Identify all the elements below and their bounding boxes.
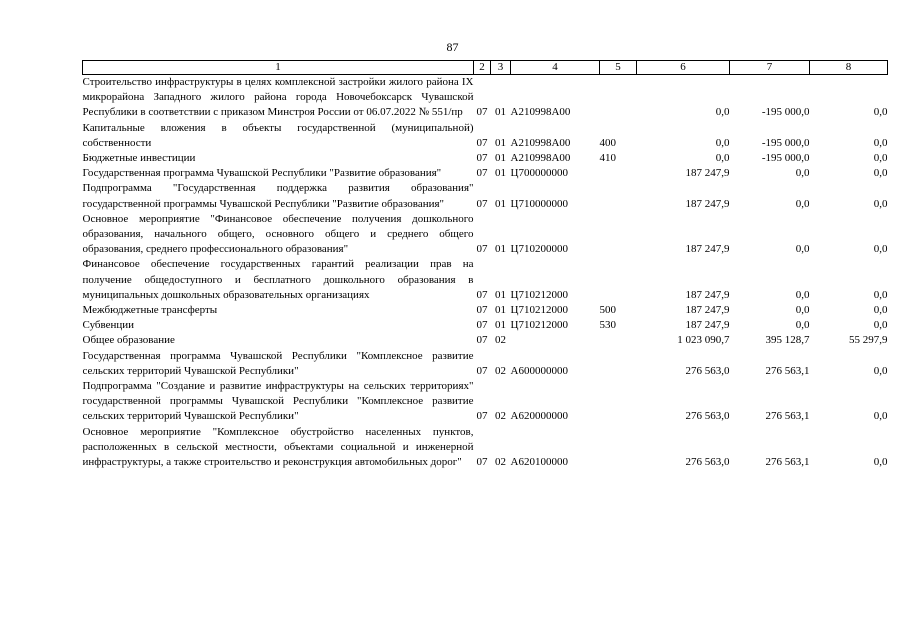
row-section: 07 [476, 364, 488, 377]
header-col-4: 4 [511, 61, 600, 75]
row-name: Общее образование [82, 334, 175, 347]
table-row [83, 166, 888, 181]
row-name: Основное мероприятие "Финансовое обеспечение получения дошкольного образования, начального общего, основного общего и среднего общего образования, среднего профессионального образования" [82, 212, 474, 256]
table-row [83, 379, 888, 425]
row-amount-col8: 0,0 [873, 197, 888, 210]
table-row [83, 303, 888, 318]
row-amount-col6: 0,0 [715, 152, 730, 165]
row-name: Подпрограмма "Создание и развитие инфраструктуры на сельских территориях" государственной программы Чувашской Республики "Комплексное развитие сельских территорий Чувашской Республики" [82, 380, 474, 423]
row-subsection: 01 [495, 304, 506, 317]
header-col-6: 6 [637, 61, 730, 75]
row-amount-col7: 276 563,1 [765, 364, 810, 377]
table-row [83, 151, 888, 166]
table-row [83, 333, 888, 348]
row-target-code: A210998A00 [510, 136, 571, 149]
row-amount-col8: 0,0 [873, 167, 888, 180]
row-amount-col6: 187 247,9 [685, 288, 730, 301]
row-subsection: 01 [495, 243, 506, 256]
row-expense-type: 400 [599, 136, 616, 149]
row-amount-col6: 276 563,0 [685, 364, 730, 377]
row-section: 07 [476, 243, 488, 256]
row-subsection: 02 [495, 456, 506, 469]
row-amount-col6: 187 247,9 [685, 197, 730, 210]
row-expense-type: 530 [599, 319, 616, 332]
table-row [83, 349, 888, 379]
header-col-5: 5 [600, 61, 637, 75]
table-row [83, 181, 888, 211]
row-subsection: 01 [495, 152, 506, 165]
row-target-code: A600000000 [510, 364, 568, 377]
row-amount-col7: -195 000,0 [761, 106, 810, 119]
row-section: 07 [476, 334, 488, 347]
row-subsection: 01 [495, 167, 506, 180]
row-amount-col8: 0,0 [873, 106, 888, 119]
row-name: Межбюджетные трансферты [82, 304, 218, 317]
row-amount-col6: 187 247,9 [685, 319, 730, 332]
row-name: Подпрограмма "Государственная поддержка развития образования" государственной программы Чувашской Республики "Развитие образования" [82, 182, 474, 210]
row-target-code: Ц710000000 [510, 197, 568, 210]
row-section: 07 [476, 319, 488, 332]
row-section: 07 [476, 410, 488, 423]
row-amount-col6: 0,0 [715, 106, 730, 119]
row-amount-col8: 0,0 [873, 364, 888, 377]
row-amount-col6: 187 247,9 [685, 167, 730, 180]
row-target-code: Ц700000000 [510, 167, 568, 180]
row-target-code: Ц710200000 [510, 243, 568, 256]
row-subsection: 01 [495, 106, 506, 119]
row-expense-type [600, 212, 637, 258]
row-amount-col8: 0,0 [873, 136, 888, 149]
row-section: 07 [476, 197, 488, 210]
header-col-7: 7 [730, 61, 810, 75]
row-section: 07 [476, 106, 488, 119]
row-target-code: A620100000 [510, 456, 568, 469]
row-amount-col6: 1 023 090,7 [677, 334, 730, 347]
header-col-1: 1 [83, 61, 474, 75]
row-name: Государственная программа Чувашской Республики "Развитие образования" [82, 167, 442, 180]
row-expense-type: 410 [599, 152, 616, 165]
row-amount-col7: 395 128,7 [765, 334, 810, 347]
row-name: Государственная программа Чувашской Республики "Комплексное развитие сельских территорий Чувашской Республики" [82, 349, 474, 377]
row-subsection: 02 [495, 410, 506, 423]
row-name: Основное мероприятие "Комплексное обустройство населенных пунктов, расположенных в сельской местности, объектами социальной и инженерной инфраструктуры, а также строительство и реконструкция автомобильных дорог" [82, 425, 474, 469]
row-subsection: 02 [495, 334, 506, 347]
row-section: 07 [476, 288, 488, 301]
row-amount-col8: 0,0 [873, 243, 888, 256]
row-expense-type [600, 181, 637, 211]
row-expense-type: 500 [599, 304, 616, 317]
row-expense-type [600, 257, 637, 303]
row-subsection: 01 [495, 136, 506, 149]
row-amount-col6: 0,0 [715, 136, 730, 149]
table-row [83, 75, 888, 121]
row-subsection: 01 [495, 288, 506, 301]
row-amount-col8: 0,0 [873, 152, 888, 165]
row-subsection: 01 [495, 197, 506, 210]
row-target-code: A210998A00 [510, 152, 571, 165]
row-target-code: Ц710212000 [510, 304, 568, 317]
header-row [83, 61, 888, 75]
row-amount-col6: 187 247,9 [685, 304, 730, 317]
table-row [83, 121, 888, 151]
row-subsection: 02 [495, 364, 506, 377]
row-amount-col8: 0,0 [873, 410, 888, 423]
header-col-3: 3 [491, 61, 511, 75]
table-row [83, 212, 888, 258]
row-amount-col7: -195 000,0 [761, 136, 810, 149]
row-amount-col7: 276 563,1 [765, 456, 810, 469]
row-amount-col7: 0,0 [795, 243, 810, 256]
page-number: 87 [446, 40, 459, 54]
row-name: Бюджетные инвестиции [82, 152, 196, 165]
row-section: 07 [476, 152, 488, 165]
row-target-code: A210998A00 [510, 106, 571, 119]
row-section: 07 [476, 304, 488, 317]
row-amount-col6: 276 563,0 [685, 456, 730, 469]
row-amount-col7: 276 563,1 [765, 410, 810, 423]
row-amount-col8: 55 297,9 [849, 334, 888, 347]
row-amount-col7: 0,0 [795, 288, 810, 301]
row-amount-col7: 0,0 [795, 197, 810, 210]
row-name: Капитальные вложения в объекты государственной (муниципальной) собственности [82, 121, 474, 149]
row-section: 07 [476, 167, 488, 180]
row-target-code: A620000000 [510, 410, 568, 423]
row-expense-type [600, 166, 637, 181]
row-section: 07 [476, 136, 488, 149]
header-col-8: 8 [810, 61, 888, 75]
header-col-2: 2 [474, 61, 491, 75]
row-amount-col8: 0,0 [873, 319, 888, 332]
row-target-code: Ц710212000 [510, 288, 568, 301]
row-amount-col8: 0,0 [873, 288, 888, 301]
row-amount-col7: 0,0 [795, 167, 810, 180]
row-section: 07 [476, 456, 488, 469]
row-amount-col8: 0,0 [873, 456, 888, 469]
row-name: Финансовое обеспечение государственных гарантий реализации прав на получение общедоступного и бесплатного дошкольного образования в муниципальных дошкольных образовательных организациях [82, 258, 474, 301]
table-row [83, 318, 888, 333]
row-expense-type [600, 349, 637, 379]
row-amount-col7: 0,0 [795, 319, 810, 332]
row-amount-col6: 187 247,9 [685, 243, 730, 256]
row-subsection: 01 [495, 319, 506, 332]
row-target-code [511, 333, 600, 348]
table-row [83, 257, 888, 303]
row-expense-type [600, 425, 637, 471]
row-amount-col7: -195 000,0 [761, 152, 810, 165]
table-row [83, 425, 888, 471]
row-expense-type [600, 379, 637, 425]
row-name: Строительство инфраструктуры в целях комплексной застройки жилого района IX микрорайона Западного жилого района города Новочебоксарск Чувашской Республики в соответствии с приказом Минстроя России от 06.07.2022 № 551/пр [82, 76, 474, 119]
budget-table [82, 60, 888, 470]
row-name: Субвенции [82, 319, 135, 332]
row-expense-type [600, 333, 637, 348]
row-amount-col8: 0,0 [873, 304, 888, 317]
row-target-code: Ц710212000 [510, 319, 568, 332]
row-expense-type [600, 75, 637, 121]
row-amount-col6: 276 563,0 [685, 410, 730, 423]
row-amount-col7: 0,0 [795, 304, 810, 317]
